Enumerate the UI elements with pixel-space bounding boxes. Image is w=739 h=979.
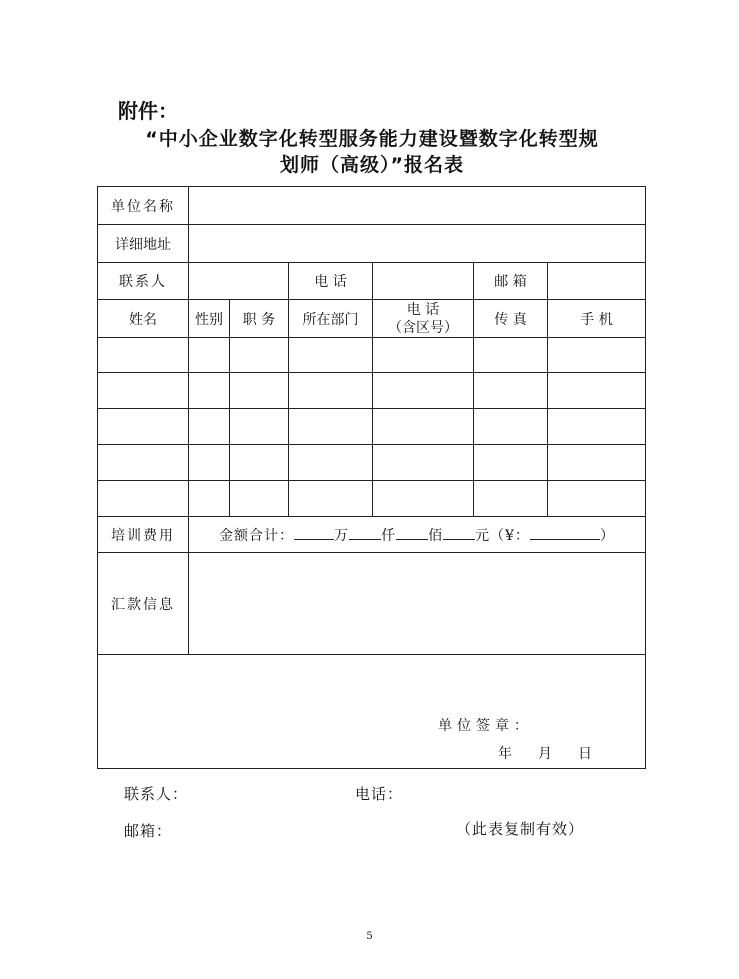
form-title-line-2: 划师（高级）”报名表 [280, 154, 464, 176]
page-number: 5 [366, 931, 373, 942]
fee-blank[interactable] [294, 525, 334, 540]
cell[interactable] [373, 445, 474, 481]
footer-email: 邮箱： [124, 822, 173, 840]
table-row [98, 445, 646, 481]
cell[interactable] [548, 338, 646, 373]
fee-qian: 仟 [381, 527, 397, 544]
fee-blank[interactable] [443, 525, 475, 540]
table-row [98, 373, 646, 409]
email-field[interactable] [548, 263, 646, 300]
phone-field[interactable] [373, 263, 474, 300]
cell[interactable] [548, 445, 646, 481]
cell[interactable] [289, 445, 373, 481]
cell[interactable] [373, 409, 474, 445]
cell[interactable] [548, 481, 646, 517]
registration-form-table [97, 186, 646, 769]
cell[interactable] [548, 373, 646, 409]
cell[interactable] [289, 481, 373, 517]
cell[interactable] [474, 373, 548, 409]
cell[interactable] [230, 409, 289, 445]
fee-yuan: 元（¥： [475, 527, 530, 544]
fee-close: ） [599, 527, 615, 544]
address-label: 详细地址 [98, 225, 189, 263]
cell[interactable] [373, 373, 474, 409]
col-phone-header-line2: （含区号） [388, 319, 458, 336]
col-phone-header [373, 300, 474, 338]
cell[interactable] [474, 445, 548, 481]
fee-prefix: 金额合计： [219, 527, 295, 544]
cell[interactable] [98, 481, 189, 517]
cell[interactable] [230, 338, 289, 373]
unit-stamp-label: 单位签章： [438, 718, 533, 734]
address-field[interactable] [189, 225, 646, 263]
cell[interactable] [548, 409, 646, 445]
form-title-line-1: “中小企业数字化转型服务能力建设暨数字化转型规 [145, 128, 599, 150]
annex-label: 附件： [118, 99, 178, 123]
col-mobile-header: 手 机 [548, 300, 646, 338]
fee-blank[interactable] [349, 525, 381, 540]
cell[interactable] [189, 445, 230, 481]
fee-amount-field[interactable] [189, 517, 646, 553]
cell[interactable] [474, 409, 548, 445]
fee-label: 培训费用 [98, 517, 189, 553]
footer-contact: 联系人： [124, 785, 189, 803]
footer-phone: 电话： [355, 785, 404, 803]
cell[interactable] [474, 481, 548, 517]
year-label: 年 [498, 746, 512, 762]
col-gender-header: 性别 [189, 300, 230, 338]
footer-note: （此表复制有效） [456, 820, 585, 838]
cell[interactable] [230, 445, 289, 481]
cell[interactable] [289, 373, 373, 409]
col-position-header: 职 务 [230, 300, 289, 338]
cell[interactable] [474, 338, 548, 373]
cell[interactable] [289, 409, 373, 445]
signature-area[interactable] [98, 655, 646, 769]
cell[interactable] [230, 373, 289, 409]
month-label: 月 [538, 746, 552, 762]
cell[interactable] [98, 445, 189, 481]
cell[interactable] [189, 373, 230, 409]
fee-wan: 万 [334, 527, 350, 544]
cell[interactable] [230, 481, 289, 517]
cell[interactable] [373, 338, 474, 373]
day-label: 日 [578, 746, 592, 762]
cell[interactable] [289, 338, 373, 373]
cell[interactable] [98, 373, 189, 409]
cell[interactable] [98, 338, 189, 373]
fee-blank[interactable] [530, 525, 600, 540]
table-row [98, 338, 646, 373]
col-name-header: 姓名 [98, 300, 189, 338]
phone-label: 电 话 [289, 263, 373, 300]
col-department-header: 所在部门 [289, 300, 373, 338]
contact-label: 联系人 [98, 263, 189, 300]
cell[interactable] [189, 481, 230, 517]
unit-name-field[interactable] [189, 187, 646, 225]
cell[interactable] [373, 481, 474, 517]
unit-name-label: 单位名称 [98, 187, 189, 225]
cell[interactable] [189, 338, 230, 373]
cell[interactable] [98, 409, 189, 445]
email-label: 邮 箱 [474, 263, 548, 300]
table-row [98, 409, 646, 445]
contact-field[interactable] [189, 263, 289, 300]
col-fax-header: 传 真 [474, 300, 548, 338]
cell[interactable] [189, 409, 230, 445]
fee-blank[interactable] [396, 525, 428, 540]
col-phone-header-line1: 电 话 [406, 301, 440, 318]
fee-bai: 佰 [428, 527, 444, 544]
date-line [498, 743, 618, 763]
table-row [98, 481, 646, 517]
remit-label: 汇款信息 [98, 553, 189, 655]
remit-field[interactable] [189, 553, 646, 655]
